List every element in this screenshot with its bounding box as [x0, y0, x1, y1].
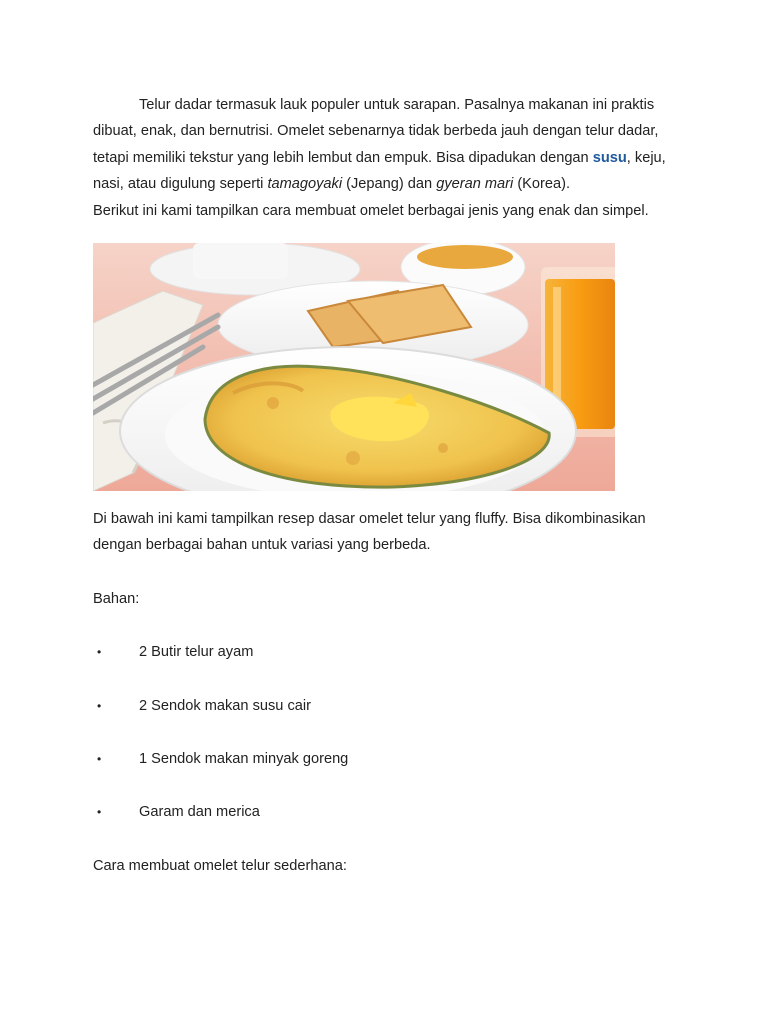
list-item	[93, 639, 673, 665]
ingredient-text: Garam dan merica	[139, 804, 260, 821]
gyeran-mari-term: gyeran mari	[436, 176, 514, 193]
intro-paragraph	[93, 92, 673, 198]
intro-line-2: Berikut ini kami tampilkan cara membuat omelet berbagai jenis yang enak dan simpel.	[93, 202, 649, 219]
list-item	[93, 693, 673, 719]
coffee-cup	[193, 243, 288, 279]
susu-link[interactable]: susu	[592, 149, 627, 166]
bullet-icon: •	[97, 805, 102, 820]
ingredient-text: 2 Sendok makan susu cair	[139, 697, 311, 714]
ingredients-list	[93, 639, 673, 826]
ingredients-title: Bahan:	[93, 590, 140, 607]
ingredient-text: 1 Sendok makan minyak goreng	[139, 751, 349, 768]
bullet-icon: •	[97, 645, 102, 660]
intro-text-1: Telur dadar termasuk lauk populer untuk sarapan. Pasalnya makanan ini praktis dibuat, enak, dan bernutrisi. Omelet sebenarnya tidak berbeda jauh dengan telur dadar, tetapi memiliki tekstur yang lebih lembut dan empuk. Bisa dipadukan dengan	[93, 97, 659, 166]
intro-text-4: (Korea).	[513, 176, 571, 193]
article-body	[93, 92, 673, 879]
bowl-food	[417, 245, 513, 269]
bullet-icon: •	[97, 752, 102, 767]
list-item	[93, 746, 673, 772]
intro-text-3: (Jepang) dan	[342, 176, 437, 193]
omelette-photo	[93, 243, 615, 491]
list-item	[93, 799, 673, 825]
ingredient-text: 2 Butir telur ayam	[139, 644, 254, 661]
intro-text-2: , keju, nasi, atau digulung seperti	[93, 149, 666, 193]
steps-title: Cara membuat omelet telur sederhana:	[93, 857, 347, 874]
recipe-intro: Di bawah ini kami tampilkan resep dasar omelet telur yang fluffy. Bisa dikombinasikan dengan berbagai bahan untuk variasi yang berbeda.	[93, 511, 646, 554]
tamagoyaki-term: tamagoyaki	[267, 176, 343, 193]
bullet-icon: •	[97, 698, 102, 713]
